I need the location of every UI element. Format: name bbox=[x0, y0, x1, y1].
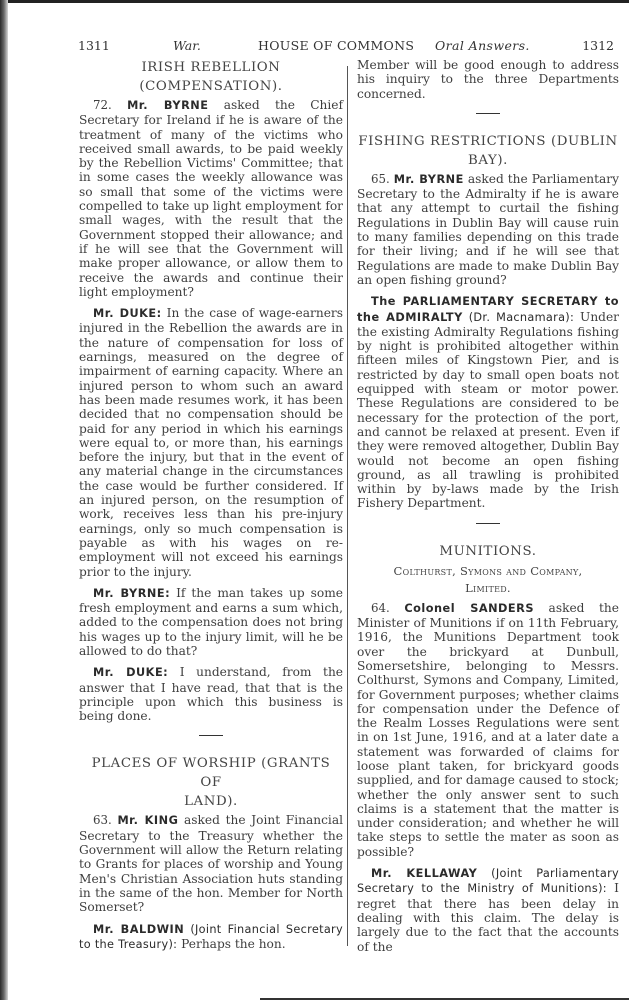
question-65 bbox=[357, 172, 619, 287]
scan-top-edge bbox=[0, 0, 629, 3]
speaker-name: Mr. BYRNE bbox=[127, 99, 209, 112]
subheading-line: Colthurst, Symons and Company, bbox=[393, 563, 583, 578]
question-number: 72. bbox=[93, 98, 112, 112]
left-running-title: War. bbox=[173, 38, 201, 53]
section-heading-places-of-worship bbox=[79, 754, 343, 811]
speaker-name: The PARLIAMENTARY SECRETARY to the ADMIRALTY bbox=[357, 295, 619, 324]
answer-macnamara bbox=[357, 294, 619, 510]
subheading-line: Limited. bbox=[465, 580, 511, 595]
speaker-name: Mr. BYRNE: bbox=[93, 586, 171, 600]
answer-kellaway bbox=[357, 866, 619, 954]
section-subheading-colthurst bbox=[357, 563, 619, 597]
section-divider bbox=[476, 523, 500, 524]
question-number: 65. bbox=[371, 171, 390, 186]
right-running-title: Oral Answers. bbox=[435, 38, 530, 53]
right-page-number: 1312 bbox=[582, 38, 614, 53]
answer-duke-1 bbox=[79, 306, 343, 579]
question-text: asked the Chief Secretary for Ireland if he is aware of the treatment of many of the victims who received small awards, to be paid weekly by the Rebellion Victims' Committee; that in some cases the weekly allowance was so small that some of the victims were compelled to take up light employment for small wages, with the result that the Government stopped their allowance; and if he will see that the Government will make proper allowance, or allow them to receive the awards and continue their light employment? bbox=[79, 98, 343, 299]
question-63 bbox=[79, 813, 343, 914]
center-title: HOUSE OF COMMONS bbox=[258, 38, 415, 53]
answer-baldwin bbox=[79, 922, 343, 953]
followup-text: If the man takes up some fresh employment and earns a sum which, added to the compensation does not bring his wages up to the injury limit, will he be allowed to do that? bbox=[79, 585, 343, 658]
heading-line: (COMPENSATION). bbox=[139, 79, 283, 94]
question-number: 64. bbox=[371, 600, 390, 615]
speaker-name: Mr. BALDWIN bbox=[93, 922, 185, 936]
speaker-role: (Joint Financial Secretary to the Treasury): bbox=[79, 922, 343, 951]
question-text: asked the Joint Financial Secretary to the Treasury whether the Government will allow the Return relating to Grants for places of worship and Young Men's Christian Association huts standing in the same of the hon. Member for North Somerset? bbox=[79, 813, 343, 915]
section-heading-fishing-restrictions bbox=[357, 132, 619, 170]
speaker-role: (Joint Parliamentary Secretary to the Ministry of Munitions): bbox=[357, 867, 619, 896]
question-64 bbox=[357, 601, 619, 859]
speaker-name: Colonel SANDERS bbox=[404, 601, 534, 615]
column-divider bbox=[347, 66, 348, 946]
question-number: 63. bbox=[93, 813, 112, 828]
answer-text: Under the existing Admiralty Regulations fishing by night is prohibited altogether within fifteen miles of Kingstown Pier, and is restricted by day to small open boats not equipped with steam or motor power. These Regulations are considered to be necessary for the protection of the port, and cannot be relaxed at present. Even if they were removed altogether, Dublin Bay would not become an open fishing ground, as all trawling is prohibited within by by-laws made by the Irish Fishery Department. bbox=[357, 309, 620, 511]
scan-binding-edge bbox=[0, 0, 8, 1000]
answer-text: Perhaps the hon. bbox=[181, 936, 286, 951]
question-text: asked the Parliamentary Secretary to the Admiralty if he is aware that any attempt to curtail the fishing Regulations in Dublin Bay will cause ruin to many families depending on this trade for their living; and if he will see that Regulations are made to make Dublin Bay an open fishing ground? bbox=[357, 171, 620, 287]
right-column bbox=[357, 58, 619, 961]
section-heading-irish-rebellion bbox=[79, 58, 343, 96]
page-header bbox=[78, 38, 614, 56]
speaker-name: Mr. DUKE: bbox=[93, 666, 169, 680]
answer-text: I regret that there has been delay in dealing with this claim. The delay is largely due to the fact that the accounts of the bbox=[357, 881, 619, 954]
section-divider bbox=[199, 735, 223, 736]
answer-duke-2 bbox=[79, 665, 343, 723]
speaker-name: Mr. BYRNE bbox=[393, 172, 464, 186]
heading-line: BAY). bbox=[467, 152, 509, 168]
section-heading-munitions: MUNITIONS. bbox=[439, 543, 537, 559]
heading-line: IRISH REBELLION bbox=[141, 60, 281, 75]
section-divider bbox=[476, 113, 500, 114]
heading-line: FISHING RESTRICTIONS (DUBLIN bbox=[358, 133, 618, 149]
followup-byrne bbox=[79, 586, 343, 658]
answer-text: I understand, from the answer that I have read, that that is the principle upon which this business is being done. bbox=[79, 665, 344, 724]
speaker-name: Mr. KELLAWAY bbox=[371, 867, 478, 881]
answer-text: In the case of wage-earners injured in the Rebellion the awards are in the nature of compensation for loss of earnings, measured on the degree of impairment of earning capacity. Where an injured person to whom such an award has been made resumes work, it has been decided that no compensation should be paid for any period in which his earnings were equal to, or more than, his earnings before the injury, but that in the event of any material change in the circumstances the case would be further considered. If an injured person, on the resumption of work, receives less than his pre-injury earnings, only so much compensation is payable as with his wages on re-employment will not exceed his earnings prior to the injury. bbox=[79, 306, 343, 579]
speaker-role: (Dr. Macnamara): bbox=[468, 310, 575, 324]
continuation-text: Member will be good enough to address his inquiry to the three Departments concerned. bbox=[357, 58, 619, 101]
speaker-name: Mr. DUKE: bbox=[93, 307, 162, 321]
speaker-name: Mr. KING bbox=[117, 814, 179, 828]
question-text: asked the Minister of Munitions if on 11th February, 1916, the Munitions Department took over the brickyard at Dunbull, Somersetshire, belonging to Messrs. Colthurst, Symons and Company, Limited, for Government purposes; whether claims for compensation under the Defence of the Realm Losses Regulations were sent in on 1st June, 1916, and at a later date a statement was forwarded of claims for loose plant taken, for brickyard goods supplied, and for damage caused to stock; whether the only answer sent to such claims is a statement that the matter is under consideration; and whether he will take steps to settle the mater as soon as possible? bbox=[357, 600, 619, 859]
left-column bbox=[79, 58, 343, 959]
question-72 bbox=[79, 98, 343, 299]
heading-line: LAND). bbox=[184, 794, 238, 810]
left-page-number: 1311 bbox=[78, 38, 110, 53]
heading-line: PLACES OF WORSHIP (GRANTS OF bbox=[91, 756, 331, 791]
